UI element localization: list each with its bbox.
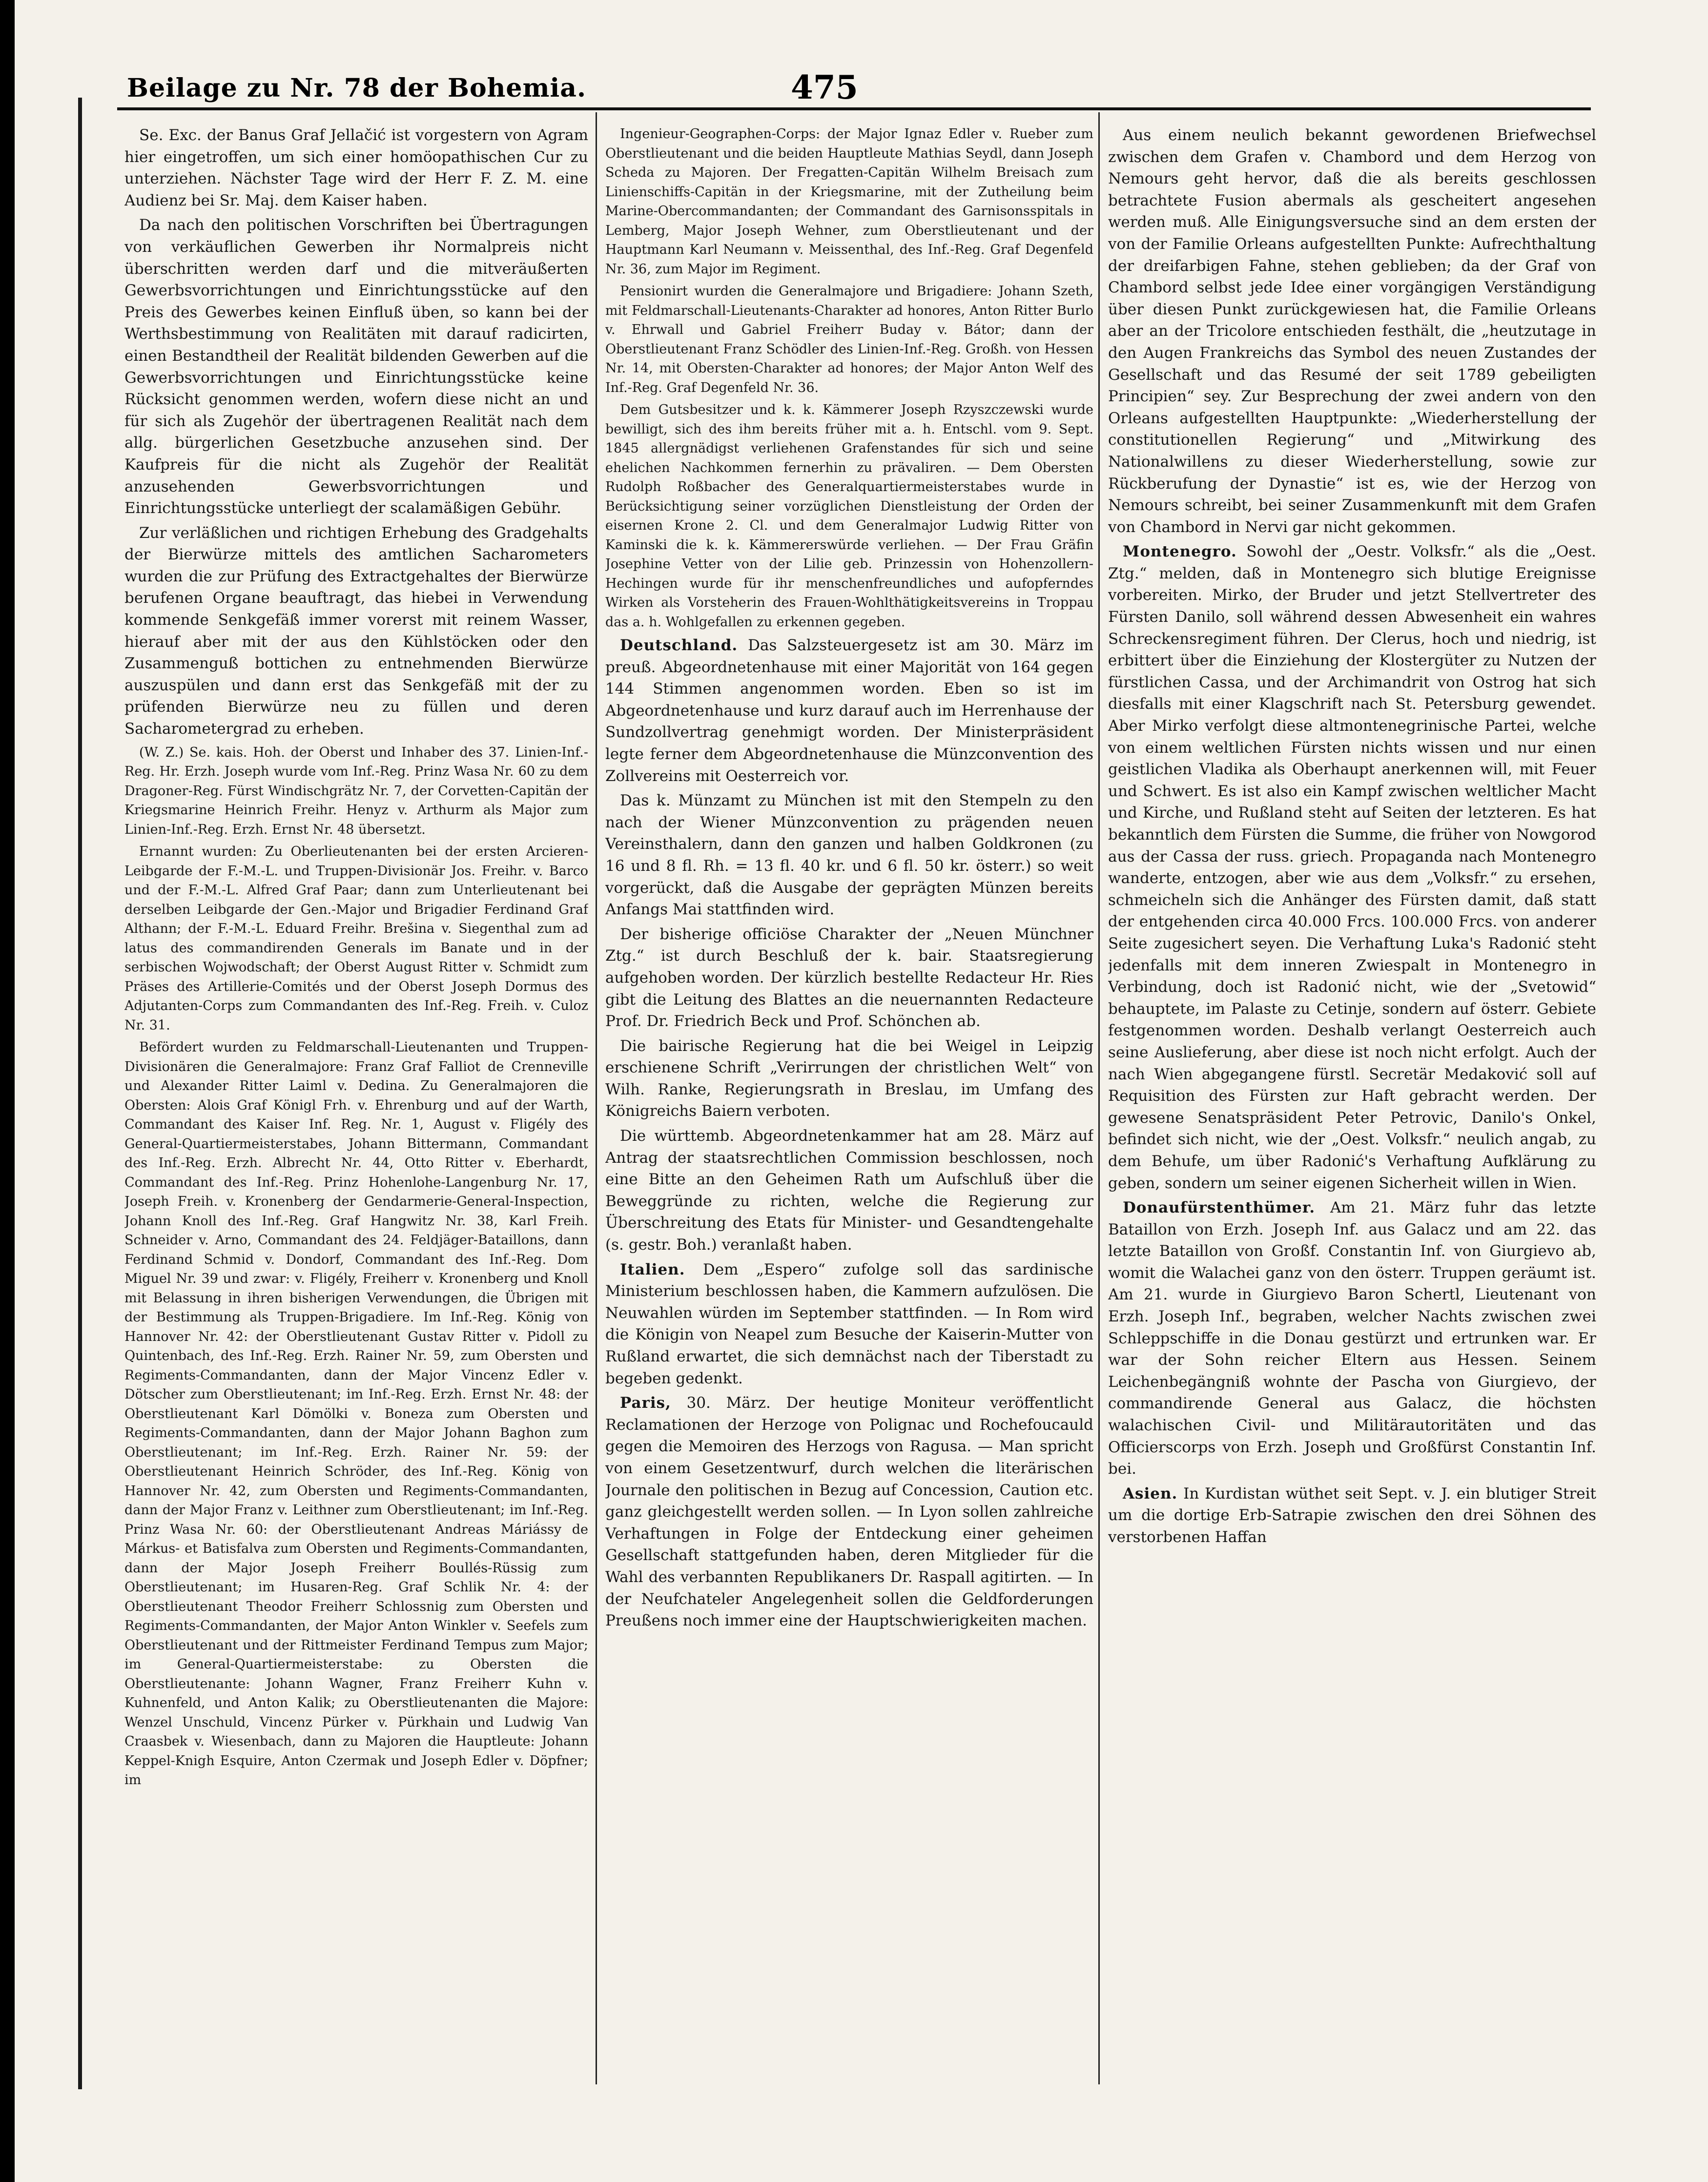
paragraph-text: Das Salzsteuergesetz ist am 30. März im preuß. Abgeordnetenhause mit einer Majorität von 164 gegen 144 Stimmen angenommen worden. Eben so ist im Abgeordnetenhause und kurz darauf auch im Herrenhause der Sundzollvertrag genehmigt worden. Der Ministerpräsident legte ferner dem Abgeordnetenhause die Münzconvention des Zollvereins mit Oesterreich vor. [605,637,1093,785]
article-paragraph [1108,124,1596,538]
section-heading: Asien. [1123,1484,1178,1503]
paragraph-text: Die württemb. Abgeordnetenkammer hat am 28. März auf Antrag der staatsrechtlichen Commission beschlossen, noch eine Bitte an den Geheimen Rath um Aufschluß über die Beweggründe zu richten, welche die Regierung zur Überschreitung des Etats für Minister- und Gesandtengehalte (s. gestr. Boh.) veranlaßt haben. [605,1127,1093,1254]
article-paragraph [605,400,1093,632]
paragraph-text: (W. Z.) Se. kais. Hoh. der Oberst und Inhaber des 37. Linien-Inf.-Reg. Hr. Erzh. Joseph wurde vom Inf.-Reg. Prinz Wasa Nr. 60 zu dem Dragoner-Reg. Fürst Windischgrätz Nr. 7, der Corvetten-Capitän der Kriegsmarine Heinrich Freihr. Henyz v. Arthurm als Major zum Linien-Inf.-Reg. Erzh. Ernst Nr. 48 übersetzt. [124,744,588,837]
paragraph-text: Se. Exc. der Banus Graf Jellačić ist vorgestern von Agram hier eingetroffen, um sich einer homöopathischen Cur zu unterziehen. Nächster Tage wird der Herr F. Z. M. eine Audienz bei Sr. Maj. dem Kaiser haben. [124,126,588,209]
section-heading: Donaufürstenthümer. [1123,1199,1316,1217]
article-paragraph [124,522,588,740]
paragraph-text: Pensionirt wurden die Generalmajore und Brigadiere: Johann Szeth, mit Feldmarschall-Lieutenants-Charakter ad honores, Anton Ritter Burlo v. Ehrwall und Gabriel Freiherr Buday v. Bátor; dann der Oberstlieutenant Franz Schödler des Linien-Inf.-Reg. Großh. von Hessen Nr. 14, mit Obersten-Charakter ad honores; der Major Anton Welf des Inf.-Reg. Graf Degenfeld Nr. 36. [605,284,1093,395]
paragraph-text: Sowohl der „Oestr. Volksfr.“ als die „Oest. Ztg.“ melden, daß in Montenegro sich blutige Ereignisse vorbereiten. Mirko, der Bruder und jetzt Stellvertreter des Fürsten Danilo, soll während dessen Abwesenheit ein wahres Schreckensregiment führen. Der Clerus, hoch und niedrig, ist erbittert über die Einziehung der Klostergüter zu Nutzen der fürstlichen Cassa, und der Archimandrit von Ostrog hat sich diesfalls mit einer Klagschrift nach St. Petersburg gewendet. Aber Mirko verfolgt diese altmontenegrinische Partei, welche von einem weltlichen Fürsten nichts wissen und nur einen geistlichen Vladika als Oberhaupt anerkennen will, mit Feuer und Schwert. Es ist also ein Kampf zwischen weltlicher Macht und Kirche, und Rußland steht auf Seiten der letzteren. Es hat bekanntlich dem Fürsten die Summe, die früher von Nowgorod aus der Cassa der russ. griech. Propaganda nach Montenegro wanderte, entzogen, aber wie aus dem „Volksfr.“ zu ersehen, schmeicheln sich die Anhänger des Fürsten damit, daß statt der entgehenden circa 40.000 Frcs. 100.000 Frcs. von anderer Seite zugesichert seyen. Die Verhaftung Luka's Radonić steht jedenfalls mit dem inneren Zwiespalt in Montenegro in Verbindung, doch ist Radonić nicht, wie der „Svetowid“ behauptete, im Palaste zu Cetinje, sondern auf österr. Gebiete festgenommen worden. Deshalb verlangt Oesterreich auch seine Auslieferung, aber diese ist noch nicht erfolgt. Auch der nach Wien abgegangene fürstl. Secretär Medaković soll auf Requisition des Fürsten zur Haft gebracht werden. Der gewesene Senatspräsident Peter Petrovic, Danilo's Onkel, befindet sich nicht, wie der „Oest. Volksfr.“ neulich angab, zu dem Behufe, um über Radonić's Verhaftung Aufklärung zu geben, sondern um seiner eigenen Sicherheit willen in Wien. [1108,543,1596,1192]
section-heading: Montenegro. [1123,543,1237,561]
paragraph-text: Ernannt wurden: Zu Oberlieutenanten bei der ersten Arcieren-Leibgarde der F.-M.-L. und Truppen-Divisionär Jos. Freihr. v. Barco und der F.-M.-L. Alfred Graf Paar; dann zum Unterlieutenant bei derselben Leibgarde der Gen.-Major und Brigadier Ferdinand Graf Althann; der F.-M.-L. Eduard Freihr. Brešina v. Siegenthal zum ad latus des commandirenden Generals im Banate und in der serbischen Wojwodschaft; der Oberst August Ritter v. Schmidt zum Präses des Artillerie-Comités und der Oberst Joseph Dormus des Adjutanten-Corps zum Commandanten des Inf.-Reg. Freih. v. Culoz Nr. 31. [124,844,588,1033]
article-paragraph [605,282,1093,397]
paragraph-text: Am 21. März fuhr das letzte Bataillon von Erzh. Joseph Inf. aus Galacz und am 22. das letzte Bataillon von Großf. Constantin Inf. von Giurgievo ab, womit die Walachei ganz von den österr. Truppen geräumt ist. Am 21. wurde in Giurgievo Baron Schertl, Lieutenant von Erzh. Joseph Inf., begraben, welcher Nachts zwischen zwei Schleppschiffe in die Donau gestürzt und ertrunken war. Er war der Sohn reicher Eltern aus Hessen. Seinem Leichenbegängniß wohnte der Pascha von Giurgievo, der commandirende General aus Galacz, die höchsten walachischen Civil- und Militärautoritäten und das Officierscorps von Erzh. Joseph und Großfürst Constantin Inf. bei. [1108,1199,1596,1478]
column-1 [124,124,588,2072]
newspaper-page [15,0,1708,2182]
article-paragraph [124,124,588,211]
supplement-title: Beilage zu Nr. 78 der Bohemia. [127,73,587,103]
page-number: 475 [791,68,858,106]
article-paragraph [605,790,1093,921]
article-paragraph [605,1035,1093,1122]
article-paragraph [1108,1197,1596,1480]
column-divider [596,112,597,2084]
article-paragraph [124,842,588,1035]
section-heading: Deutschland. [620,637,738,654]
paragraph-text: Das k. Münzamt zu München ist mit den Stempeln zu den nach der Wiener Münzconvention zu prägenden neuen Vereinsthalern, dann den ganzen und halben Goldkronen (zu 16 und 8 fl. Rh. = 13 fl. 40 kr. und 6 fl. 50 kr. österr.) so weit vorgerückt, daß die Ausgabe der geprägten Münzen bereits Anfangs Mai stattfinden wird. [605,792,1093,919]
article-paragraph [605,1392,1093,1632]
section-heading: Italien. [620,1260,685,1278]
paragraph-text: Da nach den politischen Vorschriften bei Übertragungen von verkäuflichen Gewerben ihr Normalpreis nicht überschritten werden darf und die mitveräußerten Gewerbsvorrichtungen und Einrichtungsstücke auf den Preis des Gewerbes keinen Einfluß üben, so kann bei der Werthsbestimmung von Realitäten mit darauf radicirten, einen Bestandtheil der Realität bildenden Gewerben auf die Gewerbsvorrichtungen und Einrichtungsstücke keine Rücksicht genommen werden, wofern diese nicht an und für sich als Zugehör der übertragenen Realität nach dem allg. bürgerlichen Gesetzbuche anzusehen sind. Der Kaufpreis für die nicht als Zugehör der Realität anzusehenden Gewerbsvorrichtungen und Einrichtungsstücke unterliegt der scalamäßigen Gebühr. [124,216,588,517]
article-paragraph [1108,541,1596,1194]
paragraph-text: In Kurdistan wüthet seit Sept. v. J. ein blutiger Streit um die dortige Erb-Satrapie zwischen den drei Söhnen des verstorbenen Haffan [1108,1484,1596,1546]
article-paragraph [605,124,1093,279]
article-paragraph [605,1259,1093,1390]
paragraph-text: Aus einem neulich bekannt gewordenen Briefwechsel zwischen dem Grafen v. Chambord und dem Herzog von Nemours geht hervor, daß die als bereits geschlossen betrachtete Fusion abermals als gescheitert angesehen werden muß. Alle Einigungsversuche sind an dem ersten der von der Familie Orleans aufgestellten Punkte: Aufrechthaltung der dreifarbigen Fahne, stehen geblieben; da der Graf von Chambord selbst jede Idee einer vorgängigen Verständigung über diesen Punkt zurückgewiesen hat, die Familie Orleans aber an der Tricolore entschieden festhält, die „heutzutage in den Augen Frankreichs das Symbol des neuen Zustandes der Gesellschaft und das Resumé der seit 1789 gebeiligten Principien“ sey. Zur Besprechung der zwei andern von den Orleans aufgestellten Hauptpunkte: „Wiederherstellung der constitutionellen Regierung“ und „Mitwirkung des Nationalwillens zu dieser Wiederherstellung, sowie zur Rückberufung der Dynastie“ ist es, wie der Herzog von Nemours schreibt, bei seiner Zusammenkunft mit dem Grafen von Chambord in Nervi gar nicht gekommen. [1108,126,1596,536]
paragraph-text: Ingenieur-Geographen-Corps: der Major Ignaz Edler v. Rueber zum Oberstlieutenant und die beiden Hauptleute Mathias Seydl, dann Joseph Scheda zu Majoren. Der Fregatten-Capitän Wilhelm Breisach zum Linienschiffs-Capitän in der Kriegsmarine, mit der Zutheilung beim Marine-Obercommandanten; der Commandant des Garnisonsspitals in Lemberg, Major Joseph Wehner, zum Oberstlieutenant und der Hauptmann Karl Neumann v. Meissenthal, des Inf.-Reg. Graf Degenfeld Nr. 36, zum Major im Regiment. [605,126,1093,277]
article-paragraph [605,924,1093,1032]
article-paragraph [1108,1483,1596,1548]
paragraph-text: Dem „Espero“ zufolge soll das sardinische Ministerium beschlossen haben, die Kammern aufzulösen. Die Neuwahlen würden im September stattfinden. — In Rom wird die Königin von Neapel zum Besuche der Kaiserin-Mutter von Rußland erwartet, die sich demnächst nach der Tiberstadt zu begeben gedenkt. [605,1260,1093,1387]
paragraph-text: Befördert wurden zu Feldmarschall-Lieutenanten und Truppen-Divisionären die Generalmajore: Franz Graf Falliot de Crenneville und Alexander Ritter Laiml v. Dedina. Zu Generalmajoren die Obersten: Alois Graf Königl Frh. v. Ehrenburg und auf der Warth, Commandant des Kaiser Inf. Reg. Nr. 1, August v. Fligély des General-Quartiermeisterstabes, Johann Bittermann, Commandant des Inf.-Reg. Erzh. Albrecht Nr. 44, Otto Ritter v. Eberhardt, Commandant des Inf.-Reg. Prinz Hohenlohe-Langenburg Nr. 17, Joseph Freih. v. Kronenberg der Gendarmerie-General-Inspection, Johann Knoll des Inf.-Reg. Graf Hangwitz Nr. 38, Karl Freih. Schneider v. Arno, Commandant des 24. Feldjäger-Bataillons, dann Ferdinand Schmid v. Dondorf, Commandant des Inf.-Reg. Dom Miguel Nr. 39 und zwar: v. Fligély, Freiherr v. Kronenberg und Knoll mit Belassung in ihren bisherigen Verwendungen, die Übrigen mit der Bestimmung als Truppen-Brigadiere. Im Inf.-Reg. König von Hannover Nr. 42: der Oberstlieutenant Gustav Ritter v. Pidoll zu Quintenbach, des Inf.-Reg. Erzh. Rainer Nr. 59, zum Obersten und Regiments-Commandanten, dann der Major Vincenz Edler v. Dötscher zum Oberstlieutenant; im Inf.-Reg. Erzh. Ernst Nr. 48: der Oberstlieutenant Karl Dömölki v. Boneza zum Obersten und Regiments-Commandanten, dann der Major Johann Baghon zum Oberstlieutenant; im Inf.-Reg. Erzh. Rainer Nr. 59: der Oberstlieutenant Heinrich Schröder, des Inf.-Reg. König von Hannover Nr. 42, zum Obersten und Regiments-Commandanten, dann der Major Franz v. Leithner zum Oberstlieutenant; im Inf.-Reg. Prinz Wasa Nr. 60: der Oberstlieutenant Andreas Máriássy de Márkus- et Batisfalva zum Obersten und Regiments-Commandanten, dann der Major Joseph Freiherr Boullés-Rüssig zum Oberstlieutenant; im Husaren-Reg. Graf Schlik Nr. 4: der Oberstlieutenant Theodor Freiherr Schlossnig zum Obersten und Regiments-Commandanten, der Major Anton Winkler v. Seefels zum Oberstlieutenant und der Rittmeister Ferdinand Tempus zum Major; im General-Quartiermeisterstabe: zu Obersten die Oberstlieutenante: Johann Wagner, Franz Freiherr Kuhn v. Kuhnenfeld, und Anton Kalik; zu Oberstlieutenanten die Majore: Wenzel Unschuld, Vincenz Pürker v. Pürkhain und Ludwig Van Craasbek v. Wiesenbach, dann zu Majoren die Hauptleute: Johann Keppel-Knigh Esquire, Anton Czermak und Joseph Edler v. Döpfner; im [124,1040,588,1788]
column-2 [605,124,1093,2072]
page-header [117,68,1591,110]
article-paragraph [605,1125,1093,1256]
article-paragraph [124,214,588,519]
column-3 [1108,124,1596,2072]
article-paragraph [605,635,1093,787]
paragraph-text: Der bisherige officiöse Charakter der „Neuen Münchner Ztg.“ ist durch Beschluß der k. bair. Staatsregierung aufgehoben worden. Der kürzlich bestellte Redacteur Hr. Ries gibt die Leitung des Blattes an die neuernannten Redacteure Prof. Dr. Friedrich Beck und Prof. Schönchen ab. [605,925,1093,1030]
article-paragraph [124,1038,588,1790]
paragraph-text: Die bairische Regierung hat die bei Weigel in Leipzig erschienene Schrift „Verirrungen der christlichen Welt“ von Wilh. Ranke, Regierungsrath in Breslau, im Umfang des Königreichs Baiern verboten. [605,1037,1093,1120]
article-paragraph [124,743,588,840]
paragraph-text: Zur verläßlichen und richtigen Erhebung des Gradgehalts der Bierwürze mittels des amtlichen Sacharometers wurden die zur Prüfung des Extractgehaltes der Bierwürze berufenen Organe beauftragt, das hiebei in Verwendung kommende Senkgefäß immer vorerst mit reinem Wasser, hierauf aber mit der aus den Kühlstöcken oder den Zusammenguß bottichen zu entnehmenden Bierwürze auszuspülen und dann erst das Senkgefäß mit der zu prüfenden Bierwürze neu zu füllen und deren Sacharometergrad zu erheben. [124,524,588,738]
section-heading: Paris, [620,1394,671,1412]
paragraph-text: Dem Gutsbesitzer und k. k. Kämmerer Joseph Rzyszczewski wurde bewilligt, sich des ihm bereits früher mit a. h. Entschl. vom 9. Sept. 1845 allergnädigst verliehenen Grafenstandes für sich und seine ehelichen Nachkommen fernerhin zu prävaliren. — Dem Obersten Rudolph Roßbacher des Generalquartiermeisterstabes wurde in Berücksichtigung seiner vorzüglichen Dienstleistung der Orden der eisernen Krone 2. Cl. und dem Generalmajor Ludwig Ritter von Kaminski die k. k. Kämmererswürde verliehen. — Der Frau Gräfin Josephine Vetter von der Lilie geb. Prinzessin von Hohenzollern-Hechingen wurde für ihr menschenfreundliches und aufopferndes Wirken als Vorsteherin des Frauen-Wohlthätigkeitsvereins in Troppau das a. h. Wohlgefallen zu erkennen gegeben. [605,402,1093,630]
column-divider [1098,112,1100,2084]
paragraph-text: 30. März. Der heutige Moniteur veröffentlicht Reclamationen der Herzoge von Polignac und Rochefoucauld gegen die Memoiren des Herzogs von Ragusa. — Man spricht von einem Gesetzentwurf, durch welchen die literärischen Journale den politischen in Bezug auf Concession, Caution etc. ganz gleichgestellt werden sollen. — In Lyon sollen zahlreiche Verhaftungen in Folge der Entdeckung einer geheimen Gesellschaft stattgefunden haben, deren Mitglieder für die Wahl des verbannten Republikaners Dr. Raspall agitirten. — In der Neufchateler Angelegenheit sollen die Geldforderungen Preußens noch immer eine der Hauptschwierigkeiten machen. [605,1394,1093,1630]
